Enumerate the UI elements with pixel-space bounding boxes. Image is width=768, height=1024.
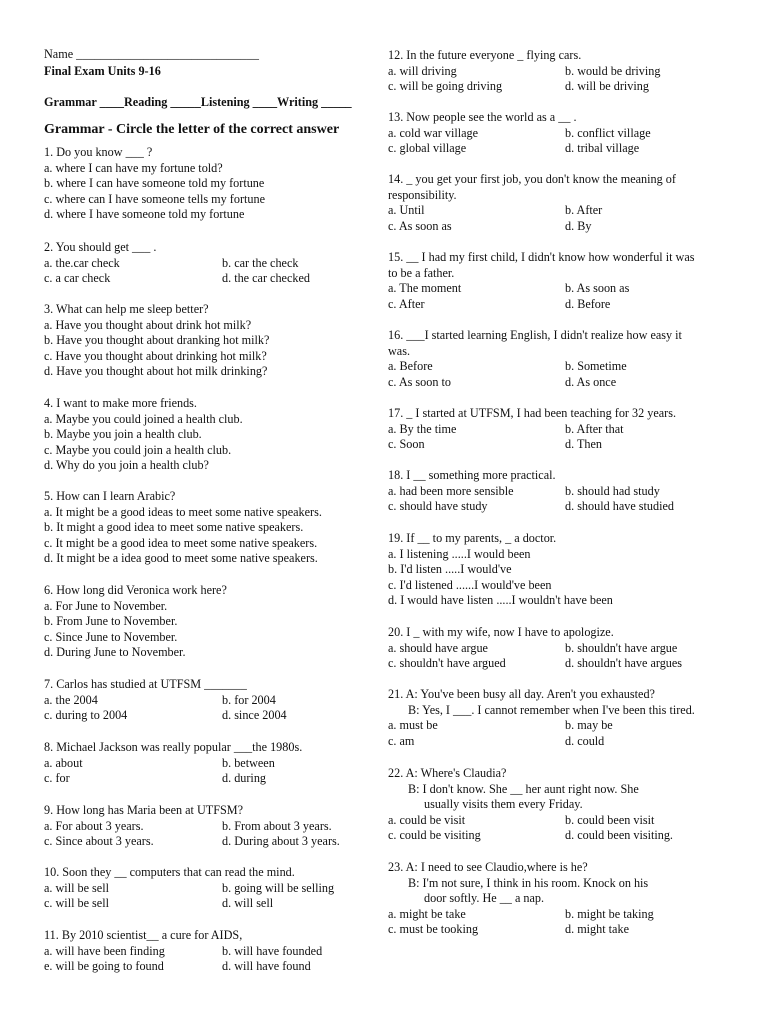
answer-option[interactable]: d. could been visiting.	[565, 828, 673, 843]
question-stem: 4. I want to make more friends.	[44, 396, 197, 410]
answer-option[interactable]: c. must be tooking	[388, 922, 479, 937]
answer-option[interactable]: b. Maybe you join a health club.	[44, 427, 202, 442]
question-stem: 1. Do you know ___ ?	[44, 145, 153, 159]
question-stem: was.	[388, 343, 411, 358]
answer-option[interactable]: c. where can I have someone tells my fortune	[44, 191, 265, 206]
question-stem: B: I don't know. She __ her aunt right now. She	[408, 781, 639, 796]
answer-option[interactable]: b. From about 3 years.	[222, 818, 332, 833]
question-stem: 10. Soon they __ computers that can read the mind.	[44, 865, 295, 879]
question-stem: 12. In the future everyone _ flying cars.	[388, 48, 582, 62]
answer-option[interactable]: d. I would have listen .....I wouldn't have been	[388, 593, 613, 608]
answer-option[interactable]: a. It might be a good ideas to meet some native speakers.	[44, 504, 322, 519]
answer-option[interactable]: b. should had study	[565, 483, 660, 498]
answer-option[interactable]: d. Before	[565, 296, 611, 311]
answer-option[interactable]: a. Until	[388, 203, 425, 218]
answer-option[interactable]: b. will have founded	[222, 943, 323, 958]
answer-option[interactable]: a. will have been finding	[44, 943, 165, 958]
answer-option[interactable]: b. between	[222, 755, 275, 770]
answer-option[interactable]: a. the 2004	[44, 692, 98, 707]
question-stem: 21. A: You've been busy all day. Aren't you exhausted?	[388, 687, 655, 701]
answer-option[interactable]: b. car the check	[222, 255, 299, 270]
answer-option[interactable]: b. where I can have someone told my fortune	[44, 176, 265, 191]
answer-option[interactable]: c. Maybe you could join a health club.	[44, 442, 232, 457]
answer-option[interactable]: d. Why do you join a health club?	[44, 458, 209, 473]
answer-option[interactable]: d. the car checked	[222, 271, 310, 286]
question-stem: responsibility.	[388, 187, 457, 202]
answer-option[interactable]: d. during	[222, 771, 267, 786]
question-stem: usually visits them every Friday.	[424, 797, 583, 812]
answer-option[interactable]: a. cold war village	[388, 125, 479, 140]
question-stem: 19. If __ to my parents, _ a doctor.	[388, 531, 557, 545]
answer-option[interactable]: c. a car check	[44, 271, 111, 286]
answer-option[interactable]: a. will be sell	[44, 880, 109, 895]
question-stem: door softly. He __ a nap.	[424, 891, 545, 906]
question-stem: 8. Michael Jackson was really popular ___the 1980s.	[44, 740, 303, 754]
answer-option[interactable]: d. shouldn't have argues	[565, 656, 683, 671]
answer-option[interactable]: b. I'd listen .....I would've	[388, 562, 512, 577]
answer-option[interactable]: c. After	[388, 296, 425, 311]
answer-option[interactable]: d. tribal village	[565, 141, 640, 156]
answer-option[interactable]: c. could be visiting	[388, 828, 481, 843]
answer-option[interactable]: d. where I have someone told my fortune	[44, 207, 245, 222]
answer-option[interactable]: a. should have argue	[388, 640, 488, 655]
answer-option[interactable]: c. global village	[388, 141, 467, 156]
answer-option[interactable]: b. Have you thought about dranking hot milk?	[44, 333, 270, 348]
answer-option[interactable]: b. shouldn't have argue	[565, 640, 678, 655]
answer-option[interactable]: d. As once	[565, 374, 617, 389]
question-stem: 2. You should get ___ .	[44, 240, 157, 254]
answer-option[interactable]: c. Since June to November.	[44, 629, 178, 644]
answer-option[interactable]: b. might be taking	[565, 906, 654, 921]
answer-option[interactable]: c. shouldn't have argued	[388, 656, 506, 671]
answer-option[interactable]: d. By	[565, 218, 592, 233]
grammar-title: Grammar - Circle the letter of the correct answer	[44, 122, 340, 137]
answer-option[interactable]: d. During about 3 years.	[222, 834, 340, 849]
answer-option[interactable]: b. would be driving	[565, 63, 661, 78]
name-line: Name ______________________________	[44, 47, 259, 61]
answer-option[interactable]: c. It might be a good idea to meet some native speakers.	[44, 535, 318, 550]
question-stem: 17. _ I started at UTFSM, I had been teaching for 32 years.	[388, 406, 677, 420]
answer-option[interactable]: a. I listening .....I would been	[388, 546, 531, 561]
answer-option[interactable]: b. After	[565, 203, 603, 218]
answer-option[interactable]: a. the.car check	[44, 255, 120, 270]
answer-option[interactable]: b. may be	[565, 718, 613, 733]
question-stem: 16. ___I started learning English, I didn't realize how easy it	[388, 328, 682, 342]
sections-line: Grammar ____Reading _____Listening ____Writing _____	[44, 95, 352, 109]
answer-option[interactable]: c. will be going driving	[388, 79, 503, 94]
answer-option[interactable]: a. had been more sensible	[388, 483, 514, 498]
question-stem: 9. How long has Maria been at UTFSM?	[44, 803, 244, 817]
answer-option[interactable]: a. must be	[388, 718, 438, 733]
question-stem: 18. I __ something more practical.	[388, 468, 556, 482]
question-stem: 22. A: Where's Claudia?	[388, 766, 507, 780]
answer-option[interactable]: a. For about 3 years.	[44, 818, 144, 833]
answer-option[interactable]: a. Have you thought about drink hot milk?	[44, 317, 252, 332]
question-stem: 3. What can help me sleep better?	[44, 302, 209, 316]
answer-option[interactable]: b. for 2004	[222, 692, 276, 707]
question-stem: 5. How can I learn Arabic?	[44, 489, 176, 503]
question-stem: 20. I _ with my wife, now I have to apologize.	[388, 625, 614, 639]
answer-option[interactable]: c. for	[44, 771, 70, 786]
answer-option[interactable]: c. will be sell	[44, 896, 109, 911]
question-stem: B: I'm not sure, I think in his room. Knock on his	[408, 875, 649, 890]
answer-option[interactable]: c. Since about 3 years.	[44, 834, 154, 849]
answer-option[interactable]: a. might be take	[388, 906, 466, 921]
answer-option[interactable]: d. should have studied	[565, 499, 674, 514]
answer-option[interactable]: b. conflict village	[565, 125, 651, 140]
answer-option[interactable]: b. going will be selling	[222, 880, 335, 895]
question-stem: B: Yes, I ___. I cannot remember when I've been this tired.	[408, 702, 695, 717]
question-stem: 7. Carlos has studied at UTFSM _______	[44, 677, 247, 691]
answer-option[interactable]: d. Then	[565, 437, 603, 452]
answer-option[interactable]: d. might take	[565, 922, 629, 937]
answer-option[interactable]: c. should have study	[388, 499, 488, 514]
answer-option[interactable]: b. It might a good idea to meet some native speakers.	[44, 520, 304, 535]
answer-option[interactable]: a. where I can have my fortune told?	[44, 160, 223, 175]
answer-option[interactable]: d. Have you thought about hot milk drinking?	[44, 364, 268, 379]
answer-option[interactable]: a. The moment	[388, 281, 462, 296]
answer-option[interactable]: d. It might be a idea good to meet some native speakers.	[44, 551, 318, 566]
question-stem: 11. By 2010 scientist__ a cure for AIDS,	[44, 928, 243, 942]
question-stem: 15. __ I had my first child, I didn't know how wonderful it was	[388, 250, 695, 264]
answer-option[interactable]: a. will driving	[388, 63, 457, 78]
question-stem: 23. A: I need to see Claudio,where is he?	[388, 860, 588, 874]
answer-option[interactable]: a. about	[44, 755, 83, 770]
answer-option[interactable]: a. Before	[388, 359, 433, 374]
answer-option[interactable]: c. As soon to	[388, 374, 451, 389]
question-stem: to be a father.	[388, 265, 455, 280]
answer-option[interactable]: e. will be going to found	[44, 959, 164, 974]
answer-option[interactable]: d. During June to November.	[44, 645, 186, 660]
answer-option[interactable]: d. since 2004	[222, 708, 287, 723]
answer-option[interactable]: a. could be visit	[388, 812, 466, 827]
answer-option[interactable]: c. during to 2004	[44, 708, 128, 723]
answer-option[interactable]: b. From June to November.	[44, 614, 178, 629]
answer-option[interactable]: d. will sell	[222, 896, 274, 911]
exam-title: Final Exam Units 9-16	[44, 64, 161, 78]
answer-option[interactable]: b. After that	[565, 421, 624, 436]
answer-option[interactable]: d. will have found	[222, 959, 311, 974]
answer-option[interactable]: c. am	[388, 733, 415, 748]
question-stem: 6. How long did Veronica work here?	[44, 583, 227, 597]
answer-option[interactable]: c. Have you thought about drinking hot milk?	[44, 348, 267, 363]
answer-option[interactable]: a. By the time	[388, 421, 457, 436]
answer-option[interactable]: c. Soon	[388, 437, 425, 452]
answer-option[interactable]: a. Maybe you could joined a health club.	[44, 411, 243, 426]
answer-option[interactable]: b. Sometime	[565, 359, 627, 374]
answer-option[interactable]: b. As soon as	[565, 281, 630, 296]
answer-option[interactable]: d. could	[565, 733, 605, 748]
question-stem: 14. _ you get your first job, you don't know the meaning of	[388, 172, 676, 186]
answer-option[interactable]: c. I'd listened ......I would've been	[388, 577, 552, 592]
answer-option[interactable]: c. As soon as	[388, 218, 452, 233]
answer-option[interactable]: d. will be driving	[565, 79, 649, 94]
question-stem: 13. Now people see the world as a __ .	[388, 110, 577, 124]
answer-option[interactable]: a. For June to November.	[44, 598, 168, 613]
answer-option[interactable]: b. could been visit	[565, 812, 655, 827]
